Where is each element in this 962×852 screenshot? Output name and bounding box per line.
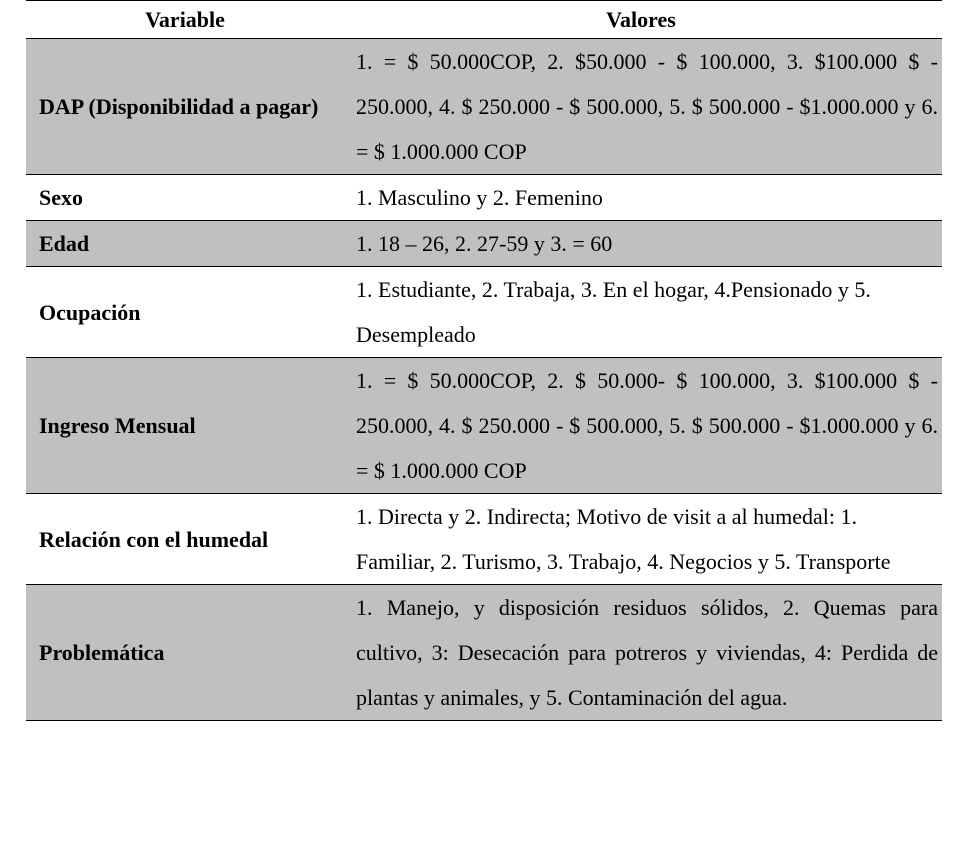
header-valores: Valores (606, 7, 676, 32)
row-variable: Ocupación (39, 299, 141, 325)
row-variable: Problemática (39, 640, 165, 665)
row-valores: 1. 18 – 26, 2. 27-59 y 3. = 60 (356, 231, 613, 256)
table-row-ingreso-mensual (26, 357, 942, 493)
header-variable: Variable (145, 7, 225, 32)
row-valores: 1. Directa y 2. Indirecta; Motivo de visit a al humedal: 1. Familiar, 2. Turismo, 3. Trabajo, 4. Negocios y 5. Transporte (356, 504, 891, 574)
variables-table (26, 0, 942, 721)
row-variable: DAP (Disponibilidad a pagar) (39, 94, 319, 119)
table-row-ocupacion (26, 266, 942, 357)
table-row-relacion-humedal (26, 493, 942, 584)
table-row-dap (26, 38, 942, 174)
row-valores: 1. Estudiante, 2. Trabaja, 3. En el hogar, 4.Pensionado y 5. Desempleado (356, 277, 871, 347)
row-variable: Relación con el humedal (39, 526, 269, 552)
row-valores: 1. Masculino y 2. Femenino (356, 185, 603, 210)
row-valores: 1. Manejo, y disposición residuos sólidos, 2. Quemas para cultivo, 3: Desecación para potreros y viviendas, 4: Perdida de plantas y animales, y 5. Contaminación del agua. (356, 595, 938, 710)
table-row-edad (26, 220, 942, 266)
table-header-row (26, 1, 942, 38)
row-variable: Ingreso Mensual (39, 413, 196, 438)
row-variable: Sexo (39, 185, 83, 210)
row-valores: 1. = $ 50.000COP, 2. $50.000 - $ 100.000, 3. $100.000 $ - 250.000, 4. $ 250.000 - $ 500.000, 5. $ 500.000 - $1.000.000 y 6. = $ 1.000.000 COP (356, 49, 938, 164)
row-variable: Edad (39, 231, 90, 256)
table-row-sexo (26, 174, 942, 220)
row-valores: 1. = $ 50.000COP, 2. $ 50.000- $ 100.000, 3. $100.000 $ - 250.000, 4. $ 250.000 - $ 500.000, 5. $ 500.000 - $1.000.000 y 6. = $ 1.000.000 COP (356, 368, 938, 483)
table-row-problematica (26, 584, 942, 720)
